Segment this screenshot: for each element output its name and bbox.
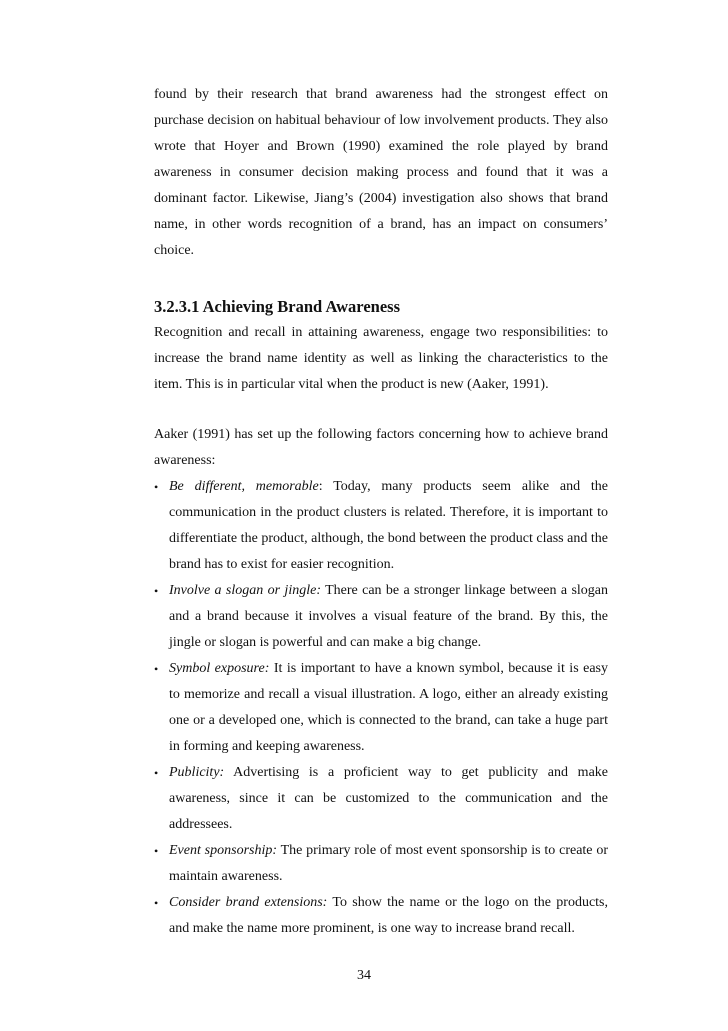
factor-term: Consider brand extensions: [169, 895, 328, 910]
paragraph-recognition: Recognition and recall in attaining awareness, engage two responsibilities: to increase the brand name identity as well as linking the characteristics to the item. This is in particular vital when the product is new (Aaker, 1991). [154, 325, 608, 392]
factor-term: Involve a slogan or jingle: [169, 583, 321, 598]
list-item: • Be different, memorable: Today, many products seem alike and the communication in the product clusters is related. Therefore, it is important to differentiate the product, although, the bond between the product class and the brand has to exist for easier recognition. [154, 474, 608, 578]
factor-term: Symbol exposure: [169, 661, 270, 676]
bullet-icon: • [154, 844, 159, 858]
factor-text: It is important to have a known symbol, because it is easy to memorize and recall a visual illustration. A logo, either an already existing one or a developed one, which is connected to the brand, can take a huge part in forming and keeping awareness. [169, 661, 608, 754]
bullet-icon: • [154, 766, 159, 780]
bullet-icon: • [154, 896, 159, 910]
page-body [154, 82, 608, 942]
spacer [154, 264, 608, 294]
factor-text: To show the name or the logo on the products, and make the name more prominent, is one way to increase brand recall. [169, 895, 609, 936]
factor-list [154, 474, 608, 942]
paragraph-factors-intro: Aaker (1991) has set up the following factors concerning how to achieve brand awareness: [154, 427, 608, 468]
factor-text: The primary role of most event sponsorship is to create or maintain awareness. [169, 843, 608, 884]
list-item [154, 656, 608, 760]
factor-text: There can be a stronger linkage between a slogan and a brand because it involves a visual feature of the brand. By this, the jingle or slogan is powerful and can make a big change. [169, 583, 609, 650]
section-heading: 3.2.3.1 Achieving Brand Awareness [154, 297, 400, 316]
factor-term: Publicity: [169, 765, 225, 780]
list-item [154, 890, 608, 942]
factor-text: Today, many products seem alike and the communication in the product clusters is related. Therefore, it is important to differentiate the product, although, the bond between the product class and the brand has to exist for easier recognition. [169, 479, 608, 572]
page-number: 34 [357, 968, 371, 983]
spacer [154, 398, 608, 422]
list-item [154, 578, 608, 656]
bullet-icon: • [154, 662, 159, 676]
bullet-icon: • [154, 584, 159, 598]
list-item [154, 838, 608, 890]
factor-term: Event sponsorship: [169, 843, 278, 858]
list-item [154, 760, 608, 838]
intro-paragraph: found by their research that brand awareness had the strongest effect on purchase decision on habitual behaviour of low involvement products. They also wrote that Hoyer and Brown (1990) examined the role played by brand awareness in consumer decision making process and found that it was a dominant factor. Likewise, Jiang’s (2004) investigation also shows that brand name, in other words recognition of a brand, has an impact on consumers’ choice. [154, 87, 608, 258]
factor-text: Advertising is a proficient way to get publicity and make awareness, since it can be customized to the communication and the addressees. [169, 765, 608, 832]
bullet-icon: • [154, 480, 159, 494]
factor-term: Be different, memorable [169, 479, 319, 494]
